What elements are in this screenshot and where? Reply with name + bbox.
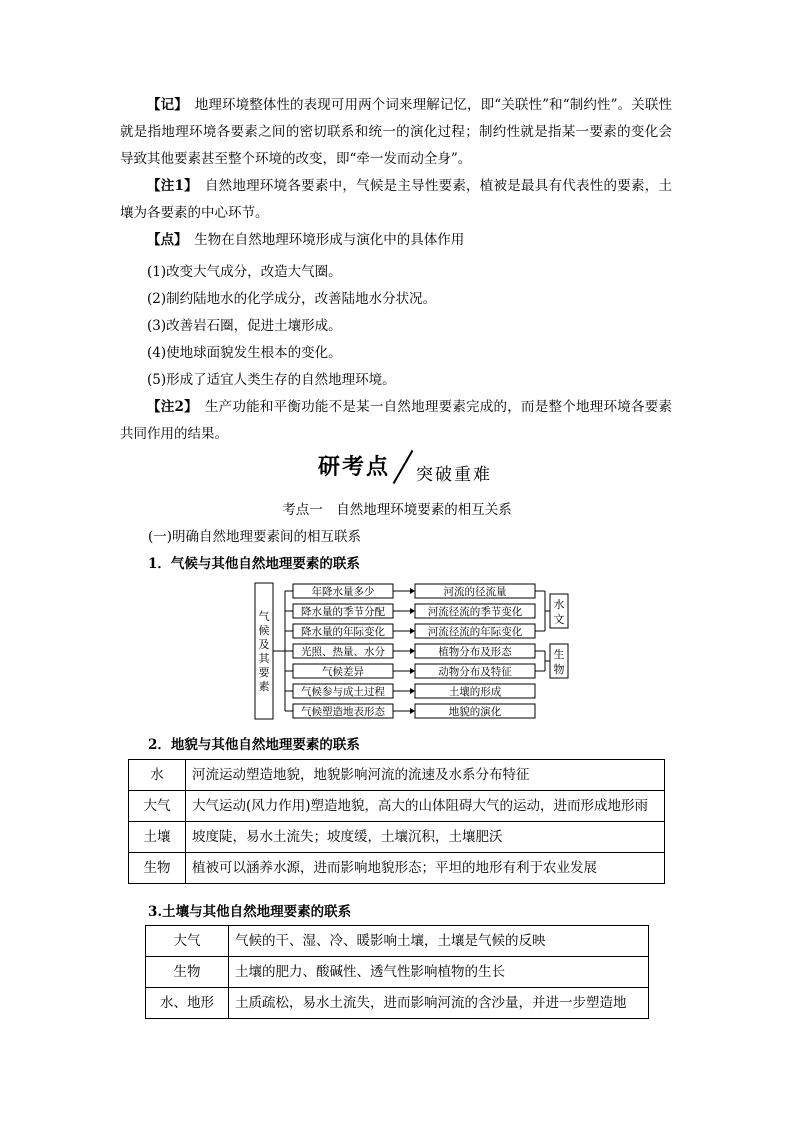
note-tag: 【注1】 <box>147 178 192 194</box>
section-title: 考点一 自然地理环境要素的相互关系 <box>282 502 512 518</box>
table-value: 植被可以涵养水源，进而影响地貌形态；平坦的地形有利于农业发展 <box>186 853 665 884</box>
note-tag: 【注2】 <box>147 399 192 415</box>
root-char: 气 <box>258 610 270 623</box>
note-text: 地理环境整体性的表现可用两个词来理解记忆，即“关联性”和“制约性”。关联性就是指地理环境各要素之间的密切联系和统一的演化过程；制约性就是指某一要素的变化会导致其他要素甚至整个环境的改变，即“牵一发而动全身”。 <box>120 97 673 167</box>
arrow-head <box>410 708 415 714</box>
effect-label: 植物分布及形态 <box>438 646 512 658</box>
note-tag: 【记】 <box>147 97 182 113</box>
table-row <box>129 760 665 791</box>
effect-label: 动物分布及特征 <box>438 666 512 678</box>
table-key: 土壤 <box>129 822 186 853</box>
effect-label: 土壤的形成 <box>448 686 502 698</box>
table-row <box>129 791 665 822</box>
cause-label: 气候参与成土过程 <box>301 686 385 698</box>
water-char: 文 <box>553 613 565 626</box>
note-dian <box>120 227 672 254</box>
table-value: 土质疏松，易水土流失，进而影响河流的含沙量，并进一步塑造地 <box>229 988 649 1019</box>
bio-char: 物 <box>553 663 565 676</box>
point-item: (3)改善岩石圈，促进土壤形成。 <box>147 318 342 334</box>
table-row <box>146 988 649 1019</box>
note-text: 自然地理环境各要素中，气候是主导性要素，植被是最具有代表性的要素，土壤为各要素的中心环节。 <box>120 178 673 221</box>
table-value: 气候的干、湿、冷、暖影响土壤，土壤是气候的反映 <box>229 926 649 957</box>
root-box <box>255 583 273 719</box>
table-key: 水 <box>129 760 186 791</box>
effect-label: 地貌的演化 <box>448 706 502 718</box>
root-char: 其 <box>258 652 270 665</box>
table-key: 生物 <box>146 957 229 988</box>
table-key: 大气 <box>146 926 229 957</box>
point-item: (1)改变大气成分，改造大气圈。 <box>147 264 342 280</box>
heading-1: 1．气候与其他自然地理要素的联系 <box>148 556 360 572</box>
table-value: 坡度陡，易水土流失；坡度缓，土壤沉积，土壤肥沃 <box>186 822 665 853</box>
arrow-head <box>410 648 415 654</box>
soil-table <box>145 925 649 1019</box>
table-row <box>129 853 665 884</box>
heading-2: 2．地貌与其他自然地理要素的联系 <box>148 737 360 753</box>
note-text: 生产功能和平衡功能不是某一自然地理要素完成的，而是整个地理环境各要素共同作用的结果。 <box>120 399 673 442</box>
cause-label: 光照、热量、水分 <box>301 646 385 658</box>
cause-label: 降水量的季节分配 <box>301 606 385 618</box>
arrow-head <box>410 628 415 634</box>
note-text: 生物在自然地理环境形成与演化中的具体作用 <box>194 232 465 248</box>
note-zhu1 <box>120 173 672 227</box>
arrow-head <box>410 588 415 594</box>
arrow-head <box>410 668 415 674</box>
table-key: 大气 <box>129 791 186 822</box>
table-value: 土壤的肥力、酸碱性、透气性影响植物的生长 <box>229 957 649 988</box>
effect-label: 河流径流的年际变化 <box>427 626 523 638</box>
effect-label: 河流径流的季节变化 <box>427 606 523 618</box>
arrow-head <box>410 688 415 694</box>
table-value: 大气运动(风力作用)塑造地貌，高大的山体阻碍大气的运动，进而形成地形雨 <box>186 791 665 822</box>
bio-char: 生 <box>553 648 565 661</box>
cause-label: 气候塑造地表形态 <box>301 706 385 718</box>
table-key: 生物 <box>129 853 186 884</box>
cause-label: 气候差异 <box>322 666 364 678</box>
note-tag: 【点】 <box>147 232 181 248</box>
point-item: (5)形成了适宜人类生存的自然地理环境。 <box>147 372 396 388</box>
table-row <box>146 957 649 988</box>
banner-left: 研考点 <box>318 455 391 480</box>
cause-label: 降水量的年际变化 <box>301 626 385 638</box>
table-value: 河流运动塑造地貌，地貌影响河流的流速及水系分布特征 <box>186 760 665 791</box>
banner-slash <box>393 450 414 484</box>
note-ji <box>120 92 672 173</box>
landform-table <box>128 759 665 884</box>
root-char: 素 <box>258 680 270 693</box>
root-char: 要 <box>258 666 270 679</box>
arrow-head <box>410 608 415 614</box>
note-zhu2 <box>120 394 672 448</box>
heading-3: 3.土壤与其他自然地理要素的联系 <box>148 904 352 920</box>
section-banner <box>318 448 518 488</box>
table-row <box>146 926 649 957</box>
table-key: 水、地形 <box>146 988 229 1019</box>
effect-label: 河流的径流量 <box>443 586 507 598</box>
sub-title: (一)明确自然地理要素间的相互联系 <box>148 529 362 545</box>
point-item: (2)制约陆地水的化学成分，改善陆地水分状况。 <box>147 291 437 307</box>
water-char: 水 <box>553 598 565 611</box>
banner-right: 突破重难 <box>416 465 492 485</box>
cause-label: 年降水量多少 <box>311 586 375 598</box>
point-item: (4)使地球面貌发生根本的变化。 <box>147 345 342 361</box>
root-char: 及 <box>258 638 270 651</box>
root-char: 候 <box>258 624 270 637</box>
table-row <box>129 822 665 853</box>
climate-diagram <box>250 580 575 725</box>
